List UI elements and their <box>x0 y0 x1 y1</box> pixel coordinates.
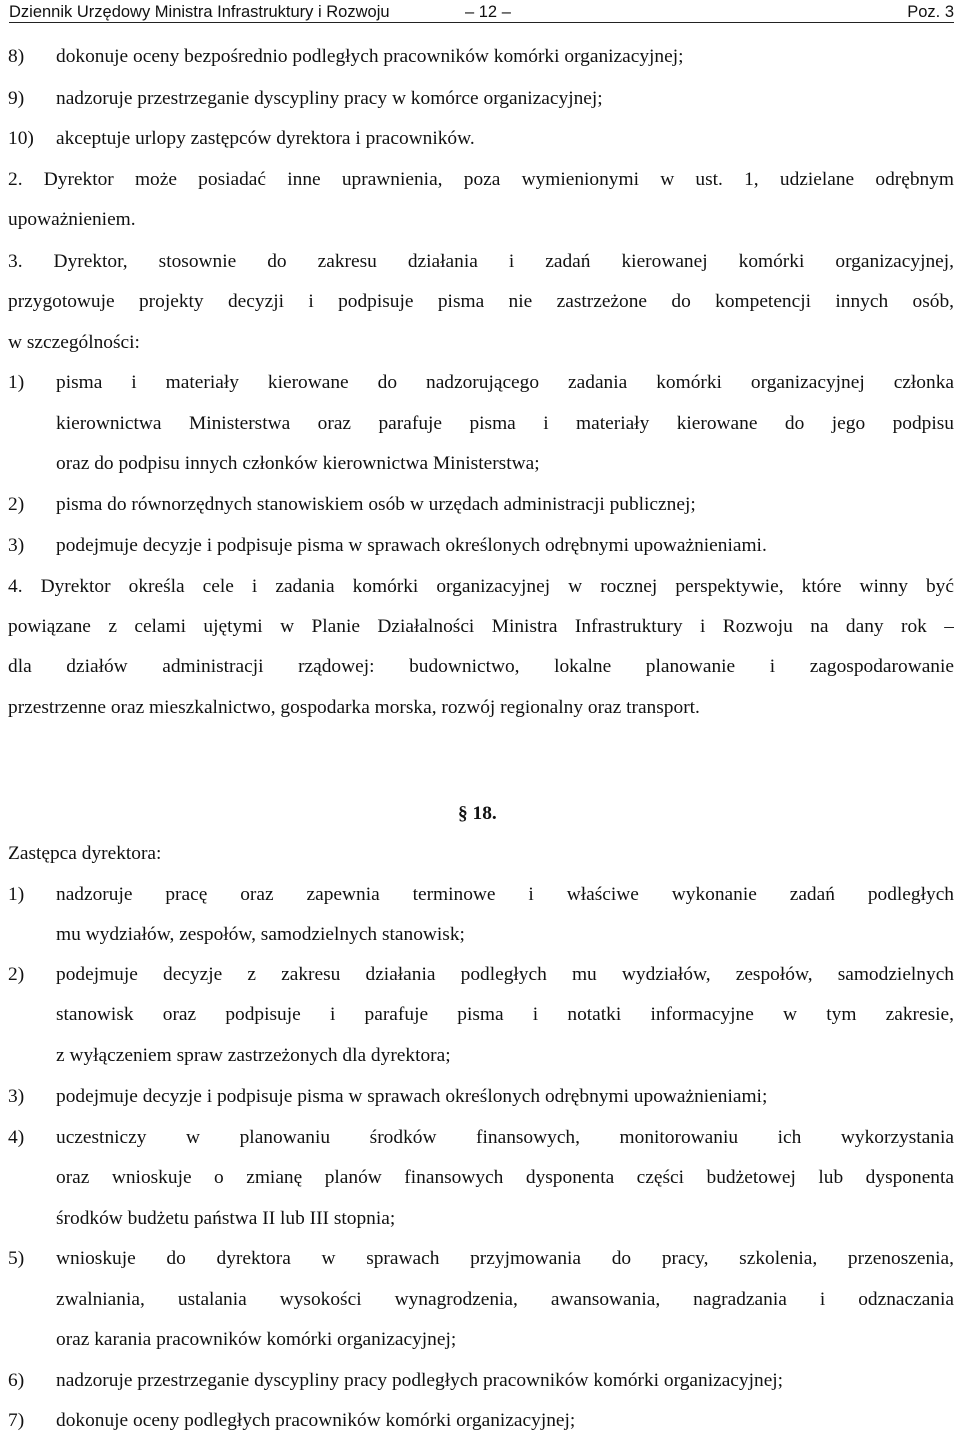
paragraph-2-line: 2. Dyrektor może posiadać inne uprawnienia, poza wymienionymi w ust. 1, udzielane odrębnym <box>8 169 954 190</box>
item-text-line: stanowisk oraz podpisuje i parafuje pisma i notatki informacyjne w tym zakresie, <box>56 1004 954 1025</box>
paragraph-2-line: upoważnieniem. <box>8 209 136 230</box>
item-number: 5) <box>8 1248 25 1269</box>
item-text: dokonuje oceny bezpośrednio podległych pracowników komórki organizacyjnej; <box>56 46 684 67</box>
item-text-line: dokonuje oceny podległych pracowników komórki organizacyjnej; <box>56 1410 576 1431</box>
item-number: 3) <box>8 1086 25 1107</box>
paragraph-3-line: przygotowuje projekty decyzji i podpisuje pisma nie zastrzeżone do kompetencji innych osób, <box>8 291 954 312</box>
item-text-line: zwalniania, ustalania wysokości wynagrodzenia, awansowania, nagradzania i odznaczania <box>56 1289 954 1310</box>
item-text-line: oraz wnioskuje o zmianę planów finansowych dysponenta części budżetowej lub dysponenta <box>56 1167 954 1188</box>
section-intro: Zastępca dyrektora: <box>8 843 162 864</box>
paragraph-4-line: dla działów administracji rządowej: budownictwo, lokalne planowanie i zagospodarowanie <box>8 656 954 677</box>
item-number: 4) <box>8 1127 25 1148</box>
item-number: 2) <box>8 964 25 985</box>
item-number: 7) <box>8 1410 25 1431</box>
journal-title: Dziennik Urzędowy Ministra Infrastruktury i Rozwoju <box>9 3 390 21</box>
item-text-line: podejmuje decyzje i podpisuje pisma w sprawach określonych odrębnymi upoważnieniami. <box>56 535 767 556</box>
header-rule <box>9 22 954 23</box>
item-number: 1) <box>8 884 25 905</box>
item-text-line: uczestniczy w planowaniu środków finansowych, monitorowaniu ich wykorzystania <box>56 1127 954 1148</box>
item-text-line: oraz do podpisu innych członków kierownictwa Ministerstwa; <box>56 453 540 474</box>
item-number: 10) <box>8 128 34 149</box>
position-number: Poz. 3 <box>907 3 954 21</box>
item-text: akceptuje urlopy zastępców dyrektora i pracowników. <box>56 128 475 149</box>
item-text-line: nadzoruje przestrzeganie dyscypliny pracy podległych pracowników komórki organizacyjnej; <box>56 1370 784 1391</box>
paragraph-4-line: przestrzenne oraz mieszkalnictwo, gospodarka morska, rozwój regionalny oraz transport. <box>8 697 700 718</box>
paragraph-3-line: 3. Dyrektor, stosownie do zakresu działania i zadań kierowanej komórki organizacyjnej, <box>8 251 954 272</box>
item-text-line: wnioskuje do dyrektora w sprawach przyjmowania do pracy, szkolenia, przenoszenia, <box>56 1248 954 1269</box>
item-text-line: podejmuje decyzje i podpisuje pisma w sprawach określonych odrębnymi upoważnieniami; <box>56 1086 768 1107</box>
item-text: nadzoruje przestrzeganie dyscypliny pracy w komórce organizacyjnej; <box>56 88 603 109</box>
item-text-line: z wyłączeniem spraw zastrzeżonych dla dyrektora; <box>56 1045 451 1066</box>
paragraph-3-line: w szczególności: <box>8 332 140 353</box>
item-number: 6) <box>8 1370 25 1391</box>
item-text-line: kierownictwa Ministerstwa oraz parafuje pisma i materiały kierowane do jego podpisu <box>56 413 954 434</box>
item-text-line: oraz karania pracowników komórki organizacyjnej; <box>56 1329 457 1350</box>
section-heading: § 18. <box>458 803 497 824</box>
item-text-line: mu wydziałów, zespołów, samodzielnych stanowisk; <box>56 924 465 945</box>
item-text-line: pisma do równorzędnych stanowiskiem osób w urzędach administracji publicznej; <box>56 494 696 515</box>
item-text-line: środków budżetu państwa II lub III stopnia; <box>56 1208 396 1229</box>
paragraph-4-line: 4. Dyrektor określa cele i zadania komórki organizacyjnej w rocznej perspektywie, które winny być <box>8 576 954 597</box>
item-number: 9) <box>8 88 25 109</box>
page-header <box>9 0 954 24</box>
item-number: 2) <box>8 494 25 515</box>
paragraph-4-line: powiązane z celami ujętymi w Planie Działalności Ministra Infrastruktury i Rozwoju na dany rok – <box>8 616 954 637</box>
item-number: 1) <box>8 372 25 393</box>
item-number: 8) <box>8 46 25 67</box>
item-text-line: nadzoruje pracę oraz zapewnia terminowe i właściwe wykonanie zadań podległych <box>56 884 954 905</box>
item-number: 3) <box>8 535 25 556</box>
item-text-line: pisma i materiały kierowane do nadzorującego zadania komórki organizacyjnej członka <box>56 372 954 393</box>
page-number: – 12 – <box>465 3 511 21</box>
item-text-line: podejmuje decyzje z zakresu działania podległych mu wydziałów, zespołów, samodzielnych <box>56 964 954 985</box>
